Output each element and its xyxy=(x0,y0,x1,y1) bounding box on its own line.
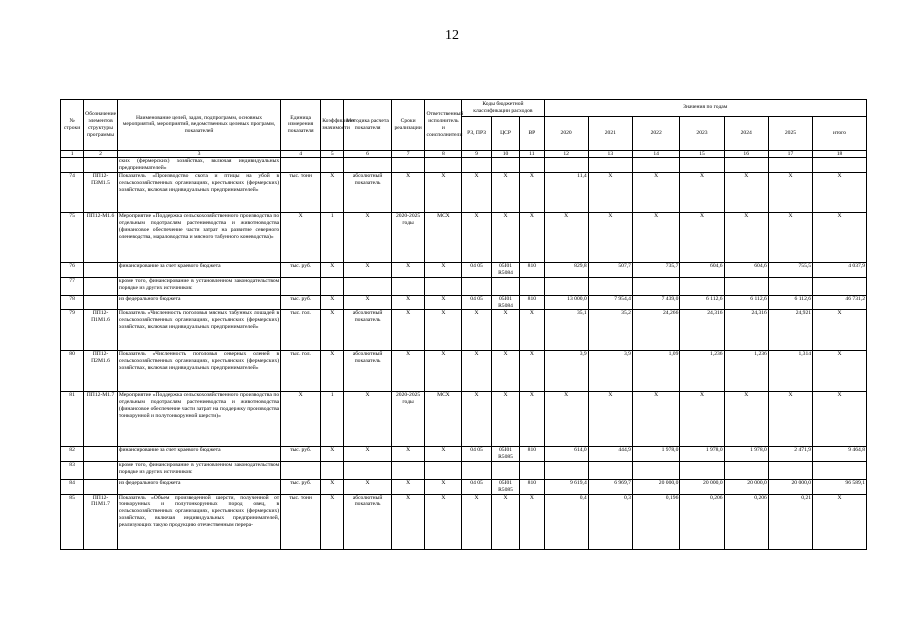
element-name: финансирование за счет краевого бюджета xyxy=(117,263,280,278)
element-name: Показатель «Объем произведенной шерсти, полученной от тонкорунных и полутонкорунных пород овец, в сельскохозяйственных организациях, крестьянских (фермерских) хозяйствах, включая индивидуальных предпринимателей, реализующих такую продукцию отечественным перера- xyxy=(117,494,280,549)
year-value-cell: Х xyxy=(724,213,768,263)
total-value-cell: 96 589,1 xyxy=(813,479,867,494)
unit-cell: тыс. гол. xyxy=(281,351,321,392)
year-value-cell: Х xyxy=(768,213,812,263)
total-value-cell: Х xyxy=(813,494,867,549)
header-budget-codes: Коды бюджетной классификации расходов xyxy=(462,100,544,117)
coefficient-cell: 1 xyxy=(321,392,344,447)
executor-cell xyxy=(425,158,462,173)
year-value-cell: 614,0 xyxy=(544,447,588,462)
vr-cell: Х xyxy=(520,213,544,263)
unit-cell: Х xyxy=(281,392,321,447)
element-name: из федерального бюджета xyxy=(117,479,280,494)
vr-cell xyxy=(520,461,544,479)
coefficient-cell: Х xyxy=(321,295,344,310)
year-value-cell: 35,2 xyxy=(588,310,632,351)
element-code xyxy=(84,277,118,295)
executor-cell: Х xyxy=(425,447,462,462)
header-total: итого xyxy=(813,116,867,150)
year-value-cell xyxy=(588,158,632,173)
method-cell: Х xyxy=(344,479,391,494)
rz-cell: 04 05 xyxy=(462,479,491,494)
year-value-cell xyxy=(768,461,812,479)
row-number: 74 xyxy=(61,173,84,213)
row-number: 78 xyxy=(61,295,84,310)
year-value-cell: Х xyxy=(768,392,812,447)
table-row xyxy=(61,479,867,494)
executor-cell: Х xyxy=(425,310,462,351)
column-number: 10 xyxy=(491,150,519,158)
element-code: ПП12-М1.7 xyxy=(84,392,118,447)
year-value-cell: 24,316 xyxy=(724,310,768,351)
column-number: 7 xyxy=(391,150,425,158)
column-number: 1 xyxy=(61,150,84,158)
total-value-cell xyxy=(813,158,867,173)
year-value-cell: 3,9 xyxy=(588,351,632,392)
terms-cell xyxy=(391,277,425,295)
csr-cell: 05I01 R5085 xyxy=(491,479,519,494)
year-value-cell: 1,236 xyxy=(680,351,724,392)
year-value-cell: 0,3 xyxy=(588,494,632,549)
total-value-cell: Х xyxy=(813,392,867,447)
table-row xyxy=(61,213,867,263)
element-code xyxy=(84,447,118,462)
year-value-cell: 20 000,0 xyxy=(724,479,768,494)
table-row xyxy=(61,494,867,549)
method-cell xyxy=(344,158,391,173)
element-code: ПП12-П2М1.6 xyxy=(84,351,118,392)
year-value-cell: 35,1 xyxy=(544,310,588,351)
year-value-cell: 24,921 xyxy=(768,310,812,351)
row-number: 81 xyxy=(61,392,84,447)
year-value-cell: 11,4 xyxy=(544,173,588,213)
year-value-cell: Х xyxy=(588,173,632,213)
element-name: Показатель «Численность поголовья северных оленей в сельскохозяйственных организациях, крестьянских (фермерских) хозяйствах, включая индивидуальных предпринимателей» xyxy=(117,351,280,392)
executor-cell: МСХ xyxy=(425,213,462,263)
year-value-cell: Х xyxy=(632,392,679,447)
table-row xyxy=(61,351,867,392)
coefficient-cell: Х xyxy=(321,494,344,549)
unit-cell: тыс. гол. xyxy=(281,310,321,351)
header-coefficient: Коэффициент значимости xyxy=(321,100,344,151)
rz-cell: Х xyxy=(462,173,491,213)
element-name: ских (фермерских) хозяйствах, включая индивидуальных предпринимателей» xyxy=(118,158,280,172)
element-name: финансирование за счет краевого бюджета xyxy=(117,447,280,462)
rz-cell: Х xyxy=(462,351,491,392)
row-number: 76 xyxy=(61,263,84,278)
unit-cell xyxy=(281,277,321,295)
terms-cell xyxy=(391,461,425,479)
year-value-cell: 3,9 xyxy=(544,351,588,392)
total-value-cell: 9 464,8 xyxy=(813,447,867,462)
table-row xyxy=(61,173,867,213)
total-value-cell: Х xyxy=(813,173,867,213)
header-vr: ВР xyxy=(520,116,544,150)
year-value-cell: 735,7 xyxy=(632,263,679,278)
unit-cell: тыс. тонн xyxy=(281,494,321,549)
unit-cell: тыс. тонн xyxy=(281,173,321,213)
header-unit: Единица измерения показателя xyxy=(281,100,321,151)
year-value-cell xyxy=(632,277,679,295)
method-cell xyxy=(344,461,391,479)
row-number xyxy=(61,158,84,173)
csr-cell: Х xyxy=(491,392,519,447)
year-value-cell: 20 000,0 xyxy=(680,479,724,494)
header-designation: Обозначение элементов структуры программы xyxy=(84,100,118,151)
year-value-cell xyxy=(632,461,679,479)
column-number: 3 xyxy=(117,150,280,158)
header-method: Методика расчета показателя xyxy=(344,100,391,151)
year-value-cell: Х xyxy=(544,392,588,447)
rz-cell: Х xyxy=(462,392,491,447)
header-year: 2024 xyxy=(724,116,768,150)
vr-cell: Х xyxy=(520,351,544,392)
rz-cell: 04 05 xyxy=(462,263,491,278)
row-number: 75 xyxy=(61,213,84,263)
column-number: 12 xyxy=(544,150,588,158)
year-value-cell xyxy=(544,158,588,173)
year-value-cell: 24,316 xyxy=(680,310,724,351)
unit-cell: тыс. руб. xyxy=(281,295,321,310)
coefficient-cell xyxy=(321,158,344,173)
year-value-cell: 7 954,4 xyxy=(588,295,632,310)
year-value-cell: Х xyxy=(632,173,679,213)
year-value-cell: Х xyxy=(680,392,724,447)
column-number: 15 xyxy=(680,150,724,158)
header-year: 2025 xyxy=(768,116,812,150)
terms-cell: Х xyxy=(391,310,425,351)
method-cell: абсолютный показатель xyxy=(344,310,391,351)
year-value-cell: 0,196 xyxy=(632,494,679,549)
year-value-cell xyxy=(680,277,724,295)
row-number: 77 xyxy=(61,277,84,295)
vr-cell: Х xyxy=(520,494,544,549)
year-value-cell: Х xyxy=(724,392,768,447)
year-value-cell: 13 000,0 xyxy=(544,295,588,310)
terms-cell: Х xyxy=(391,173,425,213)
element-name: из федерального бюджета xyxy=(117,295,280,310)
year-value-cell xyxy=(680,158,724,173)
table-row xyxy=(61,158,867,173)
row-number: 83 xyxy=(61,461,84,479)
header-year: 2022 xyxy=(632,116,679,150)
year-value-cell: 1 978,0 xyxy=(680,447,724,462)
element-code xyxy=(84,461,118,479)
year-value-cell: 755,5 xyxy=(768,263,812,278)
element-code xyxy=(84,158,118,173)
total-value-cell: Х xyxy=(813,310,867,351)
terms-cell: Х xyxy=(391,263,425,278)
rz-cell xyxy=(462,158,491,173)
year-value-cell: 1 978,0 xyxy=(724,447,768,462)
element-name: Показатель «Численность поголовья мясных табунных лошадей в сельскохозяйственных организациях, крестьянских (фермерских) хозяйствах, включая индивидуальных предпринимателей» xyxy=(117,310,280,351)
table-body xyxy=(61,150,867,549)
year-value-cell: 604,6 xyxy=(724,263,768,278)
terms-cell: Х xyxy=(391,447,425,462)
executor-cell: Х xyxy=(425,479,462,494)
unit-cell: Х xyxy=(281,213,321,263)
year-value-cell: 7 439,0 xyxy=(632,295,679,310)
vr-cell: 810 xyxy=(520,447,544,462)
executor-cell: Х xyxy=(425,494,462,549)
year-value-cell: 1,236 xyxy=(724,351,768,392)
row-number: 85 xyxy=(61,494,84,549)
table-row xyxy=(61,461,867,479)
unit-cell xyxy=(281,158,321,173)
header-year: 2023 xyxy=(680,116,724,150)
year-value-cell xyxy=(588,277,632,295)
element-name: Мероприятие «Поддержка сельскохозяйственного производства по отдельным подотраслям растениеводства и животноводства (финансовое обеспечение части затрат на поддержку производства тонкорунной и полутонкорунной шерсти)» xyxy=(117,392,280,447)
method-cell: Х xyxy=(344,213,391,263)
method-cell xyxy=(344,277,391,295)
coefficient-cell xyxy=(321,277,344,295)
year-value-cell: 444,9 xyxy=(588,447,632,462)
table-row xyxy=(61,447,867,462)
element-code: ПП12-М1.6 xyxy=(84,213,118,263)
year-value-cell: 0,4 xyxy=(544,494,588,549)
year-value-cell: 1,09 xyxy=(632,351,679,392)
csr-cell: Х xyxy=(491,351,519,392)
terms-cell: 2020-2025 годы xyxy=(391,392,425,447)
column-number: 13 xyxy=(588,150,632,158)
coefficient-cell: Х xyxy=(321,173,344,213)
year-value-cell: Х xyxy=(680,173,724,213)
element-name: кроме того, финансирование в установленном законодательством порядке из других источников: xyxy=(117,277,280,295)
element-name: Мероприятие «Поддержка сельскохозяйственного производства по отдельным подотраслям растениеводства и животноводства (финансовое обеспечение части затрат на развитие северного оленеводства, мараловодства и мясного табунного коневодства)» xyxy=(117,213,280,263)
column-number: 9 xyxy=(462,150,491,158)
executor-cell: Х xyxy=(425,351,462,392)
header-row-number: № строки xyxy=(61,100,84,151)
year-value-cell xyxy=(544,277,588,295)
year-value-cell xyxy=(544,461,588,479)
column-number: 16 xyxy=(724,150,768,158)
element-code: ПП12-П1М1.6 xyxy=(84,310,118,351)
unit-cell xyxy=(281,461,321,479)
year-value-cell: 9 619,4 xyxy=(544,479,588,494)
header-csr: ЦСР xyxy=(491,116,519,150)
year-value-cell xyxy=(724,461,768,479)
rz-cell: Х xyxy=(462,213,491,263)
terms-cell: Х xyxy=(391,494,425,549)
row-number: 79 xyxy=(61,310,84,351)
row-number: 80 xyxy=(61,351,84,392)
year-value-cell: Х xyxy=(632,213,679,263)
page-number: 12 xyxy=(445,28,459,43)
total-value-cell: Х xyxy=(813,213,867,263)
csr-cell: Х xyxy=(491,173,519,213)
year-value-cell xyxy=(768,277,812,295)
terms-cell xyxy=(391,158,425,173)
column-number: 18 xyxy=(813,150,867,158)
coefficient-cell: Х xyxy=(321,479,344,494)
vr-cell: 810 xyxy=(520,295,544,310)
row-number: 82 xyxy=(61,447,84,462)
element-code: ПП12-П1М1.7 xyxy=(84,494,118,549)
vr-cell: 810 xyxy=(520,263,544,278)
csr-cell: Х xyxy=(491,494,519,549)
coefficient-cell: Х xyxy=(321,263,344,278)
header-rz: РЗ, ПРЗ xyxy=(462,116,491,150)
rz-cell: 04 05 xyxy=(462,295,491,310)
method-cell: Х xyxy=(344,447,391,462)
rz-cell: Х xyxy=(462,494,491,549)
element-code xyxy=(84,295,118,310)
column-number: 8 xyxy=(425,150,462,158)
coefficient-cell: 1 xyxy=(321,213,344,263)
vr-cell: Х xyxy=(520,173,544,213)
executor-cell: Х xyxy=(425,295,462,310)
header-terms: Сроки реализации xyxy=(391,100,425,151)
table-row xyxy=(61,295,867,310)
coefficient-cell: Х xyxy=(321,447,344,462)
column-number-row xyxy=(61,150,867,158)
total-value-cell xyxy=(813,277,867,295)
table-row xyxy=(61,263,867,278)
year-value-cell: 1 978,0 xyxy=(632,447,679,462)
vr-cell: 810 xyxy=(520,479,544,494)
year-value-cell: 24,266 xyxy=(632,310,679,351)
terms-cell: 2020-2025 годы xyxy=(391,213,425,263)
year-value-cell: 0,206 xyxy=(724,494,768,549)
year-value-cell xyxy=(588,461,632,479)
year-value-cell: 604,6 xyxy=(680,263,724,278)
year-value-cell: 1,314 xyxy=(768,351,812,392)
vr-cell xyxy=(520,158,544,173)
year-value-cell: 6 112,6 xyxy=(724,295,768,310)
rz-cell xyxy=(462,277,491,295)
row-number: 84 xyxy=(61,479,84,494)
total-value-cell: 4 037,9 xyxy=(813,263,867,278)
year-value-cell: 0,21 xyxy=(768,494,812,549)
year-value-cell: 0,206 xyxy=(680,494,724,549)
unit-cell: тыс. руб. xyxy=(281,479,321,494)
csr-cell xyxy=(491,461,519,479)
table-row xyxy=(61,310,867,351)
column-number: 4 xyxy=(281,150,321,158)
header-executor: Ответственный исполнитель и соисполнители xyxy=(425,100,462,151)
column-number: 11 xyxy=(520,150,544,158)
year-value-cell: 20 000,0 xyxy=(768,479,812,494)
year-value-cell: 20 000,0 xyxy=(632,479,679,494)
element-code xyxy=(84,479,118,494)
column-number: 5 xyxy=(321,150,344,158)
column-number: 6 xyxy=(344,150,391,158)
method-cell: Х xyxy=(344,295,391,310)
year-value-cell xyxy=(632,158,679,173)
year-value-cell: Х xyxy=(588,392,632,447)
element-code xyxy=(84,263,118,278)
rz-cell: Х xyxy=(462,310,491,351)
year-value-cell: Х xyxy=(724,173,768,213)
executor-cell: Х xyxy=(425,173,462,213)
vr-cell xyxy=(520,277,544,295)
year-value-cell: Х xyxy=(768,173,812,213)
header-year: 2020 xyxy=(544,116,588,150)
year-value-cell: 6 112,6 xyxy=(680,295,724,310)
csr-cell: 05I01 R5084 xyxy=(491,295,519,310)
coefficient-cell xyxy=(321,461,344,479)
total-value-cell: Х xyxy=(813,351,867,392)
method-cell: абсолютный показатель xyxy=(344,351,391,392)
csr-cell: Х xyxy=(491,213,519,263)
executor-cell xyxy=(425,277,462,295)
year-value-cell xyxy=(680,461,724,479)
element-name: кроме того, финансирование в установленном законодательством порядке из других источников: xyxy=(117,461,280,479)
executor-cell: Х xyxy=(425,263,462,278)
year-value-cell xyxy=(768,158,812,173)
table-row xyxy=(61,392,867,447)
column-number: 2 xyxy=(84,150,118,158)
csr-cell: 05I01 R5084 xyxy=(491,263,519,278)
vr-cell: Х xyxy=(520,310,544,351)
header-values-by-year: Значения по годам xyxy=(544,100,867,117)
rz-cell xyxy=(462,461,491,479)
total-value-cell xyxy=(813,461,867,479)
header-name: Наименование целей, задач, подпрограмм, основных мероприятий, мероприятий, ведомственных целевых программ, показателей xyxy=(117,100,280,151)
rz-cell: 04 05 xyxy=(462,447,491,462)
terms-cell: Х xyxy=(391,295,425,310)
element-code: ПП12-П3М1.5 xyxy=(84,173,118,213)
table-row xyxy=(61,277,867,295)
csr-cell: 05I01 R5085 xyxy=(491,447,519,462)
year-value-cell: 2 471,9 xyxy=(768,447,812,462)
method-cell: абсолютный показатель xyxy=(344,494,391,549)
unit-cell: тыс. руб. xyxy=(281,263,321,278)
program-table xyxy=(60,99,867,550)
year-value-cell xyxy=(724,277,768,295)
year-value-cell: 829,8 xyxy=(544,263,588,278)
csr-cell: Х xyxy=(491,310,519,351)
csr-cell xyxy=(491,158,519,173)
year-value-cell: Х xyxy=(588,213,632,263)
executor-cell xyxy=(425,461,462,479)
year-value-cell: Х xyxy=(544,213,588,263)
coefficient-cell: Х xyxy=(321,351,344,392)
year-value-cell: 6 969,7 xyxy=(588,479,632,494)
executor-cell: МСХ xyxy=(425,392,462,447)
column-number: 14 xyxy=(632,150,679,158)
unit-cell: тыс. руб. xyxy=(281,447,321,462)
method-cell: Х xyxy=(344,392,391,447)
vr-cell: Х xyxy=(520,392,544,447)
terms-cell: Х xyxy=(391,479,425,494)
year-value-cell xyxy=(724,158,768,173)
year-value-cell: Х xyxy=(680,213,724,263)
total-value-cell: 46 731,2 xyxy=(813,295,867,310)
column-number: 17 xyxy=(768,150,812,158)
coefficient-cell: Х xyxy=(321,310,344,351)
method-cell: Х xyxy=(344,263,391,278)
year-value-cell: 6 112,6 xyxy=(768,295,812,310)
method-cell: абсолютный показатель xyxy=(344,173,391,213)
terms-cell: Х xyxy=(391,351,425,392)
element-name: Показатель «Производство скота и птицы на убой в сельскохозяйственных организациях, крестьянских (фермерских) хозяйствах, включая индивидуальных предпринимателей» xyxy=(117,173,280,213)
csr-cell xyxy=(491,277,519,295)
year-value-cell: 507,7 xyxy=(588,263,632,278)
header-year: 2021 xyxy=(588,116,632,150)
